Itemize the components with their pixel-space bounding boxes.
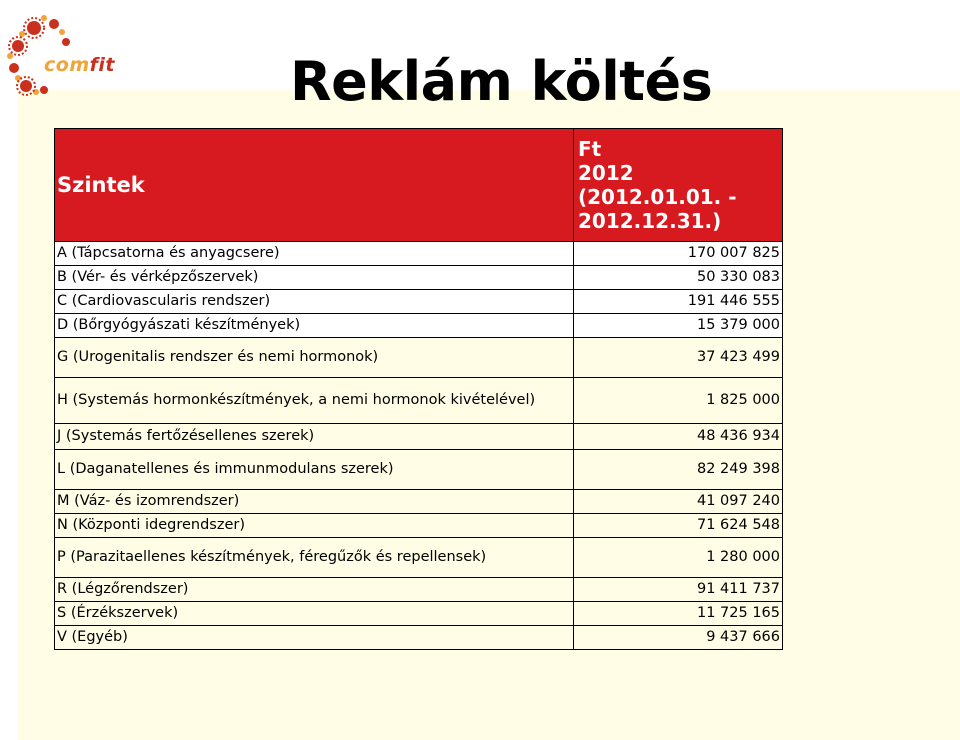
row-level-name: H (Systemás hormonkészítmények, a nemi hormonok kivételével) [55, 378, 574, 424]
table-row [55, 378, 783, 424]
logo-wordmark [44, 54, 115, 76]
row-level-name: J (Systemás fertőzésellenes szerek) [55, 424, 574, 450]
ad-spend-table [54, 128, 783, 650]
table-row [55, 424, 783, 450]
table-row [55, 242, 783, 266]
table-row [55, 626, 783, 650]
row-amount: 91 411 737 [574, 578, 783, 602]
comfit-logo [4, 10, 154, 96]
table-row [55, 290, 783, 314]
row-amount: 50 330 083 [574, 266, 783, 290]
row-amount: 37 423 499 [574, 338, 783, 378]
row-amount: 191 446 555 [574, 290, 783, 314]
row-level-name: B (Vér- és vérképzőszervek) [55, 266, 574, 290]
row-amount: 9 437 666 [574, 626, 783, 650]
table-row [55, 266, 783, 290]
row-amount: 1 280 000 [574, 538, 783, 578]
header-line: 2012.12.31.) [578, 209, 722, 233]
row-amount: 41 097 240 [574, 490, 783, 514]
row-level-name: N (Központi idegrendszer) [55, 514, 574, 538]
logo-wordmark-com: com [44, 54, 90, 76]
header-levels: Szintek [55, 129, 574, 242]
table-header-row [55, 129, 783, 242]
table-row [55, 314, 783, 338]
header-line: Ft [578, 137, 602, 161]
header-amount-period [574, 129, 783, 242]
row-level-name: R (Légzőrendszer) [55, 578, 574, 602]
row-amount: 71 624 548 [574, 514, 783, 538]
table-row [55, 578, 783, 602]
table-row [55, 602, 783, 626]
page-title: Reklám költés [290, 50, 713, 113]
row-amount: 1 825 000 [574, 378, 783, 424]
row-amount: 48 436 934 [574, 424, 783, 450]
row-amount: 15 379 000 [574, 314, 783, 338]
row-level-name: P (Parazitaellenes készítmények, féregűzők és repellensek) [55, 538, 574, 578]
table-row [55, 514, 783, 538]
logo-wordmark-fit: fit [89, 54, 115, 76]
gear-cluster-icon [4, 10, 154, 96]
header-line: (2012.01.01. - [578, 185, 737, 209]
row-level-name: A (Tápcsatorna és anyagcsere) [55, 242, 574, 266]
row-level-name: L (Daganatellenes és immunmodulans szerek) [55, 450, 574, 490]
table-row [55, 338, 783, 378]
table-row [55, 538, 783, 578]
row-level-name: S (Érzékszervek) [55, 602, 574, 626]
row-level-name: C (Cardiovascularis rendszer) [55, 290, 574, 314]
table-row [55, 490, 783, 514]
row-level-name: D (Bőrgyógyászati készítmények) [55, 314, 574, 338]
row-level-name: V (Egyéb) [55, 626, 574, 650]
header-line: 2012 [578, 161, 634, 185]
table-row [55, 450, 783, 490]
row-amount: 82 249 398 [574, 450, 783, 490]
row-level-name: M (Váz- és izomrendszer) [55, 490, 574, 514]
row-amount: 11 725 165 [574, 602, 783, 626]
row-level-name: G (Urogenitalis rendszer és nemi hormonok) [55, 338, 574, 378]
row-amount: 170 007 825 [574, 242, 783, 266]
